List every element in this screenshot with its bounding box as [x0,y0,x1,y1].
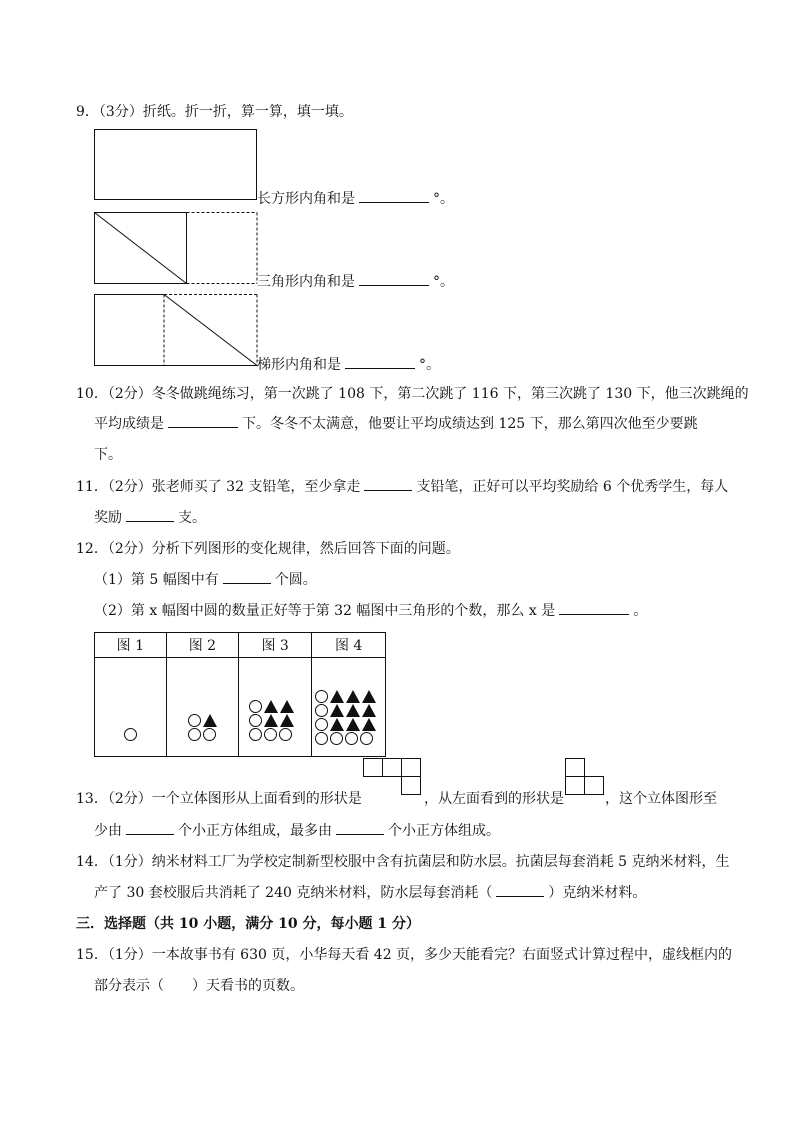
circle-shape [124,728,137,741]
fig-head-3: 图 3 [239,633,312,658]
triangle-shape [362,704,376,717]
q12-text: 个圆。 [274,572,317,588]
circle-shape [249,728,262,741]
circle-shape [315,718,328,731]
circle-shape [264,728,277,741]
q12-sub2 [94,600,647,620]
triangle-shape [330,704,344,717]
degree-mark: °。 [433,191,454,207]
fig-cell-1 [95,658,167,757]
q11-line1 [76,476,728,496]
q15-line1: 15．（1分）一本故事书有 630 页，小华每天看 42 页，多少天能看完？右面竖式计算过程中，虚线框内的 [76,947,733,963]
circle-shape [188,714,201,727]
q11-line2 [94,507,206,527]
q13-blank-max[interactable] [336,820,384,835]
tri-angle-blank[interactable] [359,271,429,286]
fig-cell-2 [166,658,238,757]
trapezoid-fold-figure [94,294,258,366]
q13-line1 [76,788,362,808]
q14-blank[interactable] [496,882,544,897]
q10-text: 平均成绩是 [94,416,164,432]
triangle-shape [330,690,344,703]
section-heading: 三．选择题（共 10 小题，满分 10 分，每小题 1 分） [76,916,420,932]
circle-shape [345,732,358,745]
q9-trap-line [257,354,440,374]
triangle-shape [280,700,294,713]
fig-head-1: 图 1 [95,633,167,658]
q12-blank-2[interactable] [559,600,629,615]
trap-angle-blank[interactable] [345,354,415,369]
degree-mark: °。 [419,357,440,373]
q12-text: （1）第 5 幅图中有 [94,572,219,588]
q11-blank-1[interactable] [364,476,412,491]
triangle-shape [280,714,294,727]
q13-blank-min[interactable] [126,820,174,835]
circle-shape [330,732,343,745]
q9-rect-line [257,188,454,208]
q11-text: 支。 [178,510,206,526]
q11-text: 奖励 [94,510,122,526]
circle-shape [360,732,373,745]
fig-head-4: 图 4 [312,633,386,658]
q12-sub1 [94,569,317,589]
q10-line3: 下。 [94,447,122,463]
q12-text: （2）第 x 幅图中圆的数量正好等于第 32 幅图中三角形的个数，那么 x 是 [94,603,556,619]
q14-line2 [94,882,646,902]
q13-text: 13．（2分）一个立体图形从上面看到的形状是 [76,791,362,807]
circle-shape [315,690,328,703]
rect-angle-blank[interactable] [359,188,429,203]
circle-shape [279,728,292,741]
triangle-shape [346,718,360,731]
triangle-shape [203,714,217,727]
fig-cell-4 [312,658,386,757]
triangle-shape [330,718,344,731]
circle-shape [249,700,262,713]
q11-text: 11．（2分）张老师买了 32 支铅笔，至少拿走 [76,479,361,495]
degree-mark: °。 [433,274,454,290]
triangle-shape [346,690,360,703]
triangle-shape [362,718,376,731]
triangle-shape [264,700,278,713]
triangle-shape [346,704,360,717]
q13-text: 少由 [94,823,122,839]
q12-blank-1[interactable] [223,569,271,584]
tri-angle-label: 三角形内角和是 [257,274,355,290]
triangle-shape [362,690,376,703]
pattern-figure-table [94,632,386,757]
q9-title: 9．（3分）折纸。折一折，算一算，填一填。 [76,104,353,120]
q10-avg-blank[interactable] [168,413,238,428]
q13-text: ，从左面看到的形状是 [424,791,564,807]
q10-line2 [94,413,698,433]
rectangle-figure [94,129,257,200]
q10-line1: 10．（2分）冬冬做跳绳练习，第一次跳了 108 下，第二次跳了 116 下，第三次跳了 130 下，他三次跳绳的 [76,386,749,402]
q10-text: 下。冬冬不太满意，他要让平均成绩达到 125 下，那么第四次他至少要跳 [242,416,698,432]
q13-text: 个小正方体组成，最多由 [178,823,332,839]
q11-text: 支铅笔，正好可以平均奖励给 6 个优秀学生，每人 [416,479,729,495]
trap-angle-label: 梯形内角和是 [257,357,341,373]
fig-head-2: 图 2 [166,633,238,658]
q14-line1: 14．（1分）纳米材料工厂为学校定制新型校服中含有抗菌层和防水层。抗菌层每套消耗 5 克纳米材料，生 [76,854,730,870]
q14-text: ）克纳米材料。 [548,885,647,901]
triangle-fold-figure [94,212,258,284]
q14-text: 产了 30 套校服后共消耗了 240 克纳米材料，防水层每套消耗（ [94,885,493,901]
circle-shape [249,714,262,727]
q13-line2 [94,820,500,840]
q12-text: 。 [633,603,648,619]
circle-shape [315,732,328,745]
triangle-shape [264,714,278,727]
q15-line2: 部分表示（ ）天看书的页数。 [94,978,304,994]
q13-text: 个小正方体组成。 [388,823,500,839]
rect-angle-label: 长方形内角和是 [257,191,355,207]
q13-text: ，这个立体图形至 [605,791,717,807]
circle-shape [188,728,201,741]
q11-blank-2[interactable] [126,507,174,522]
q12-line1: 12．（2分）分析下列图形的变化规律，然后回答下面的问题。 [76,541,460,557]
fig-cell-3 [239,658,312,757]
circle-shape [315,704,328,717]
circle-shape [203,728,216,741]
q9-tri-line [257,271,454,291]
